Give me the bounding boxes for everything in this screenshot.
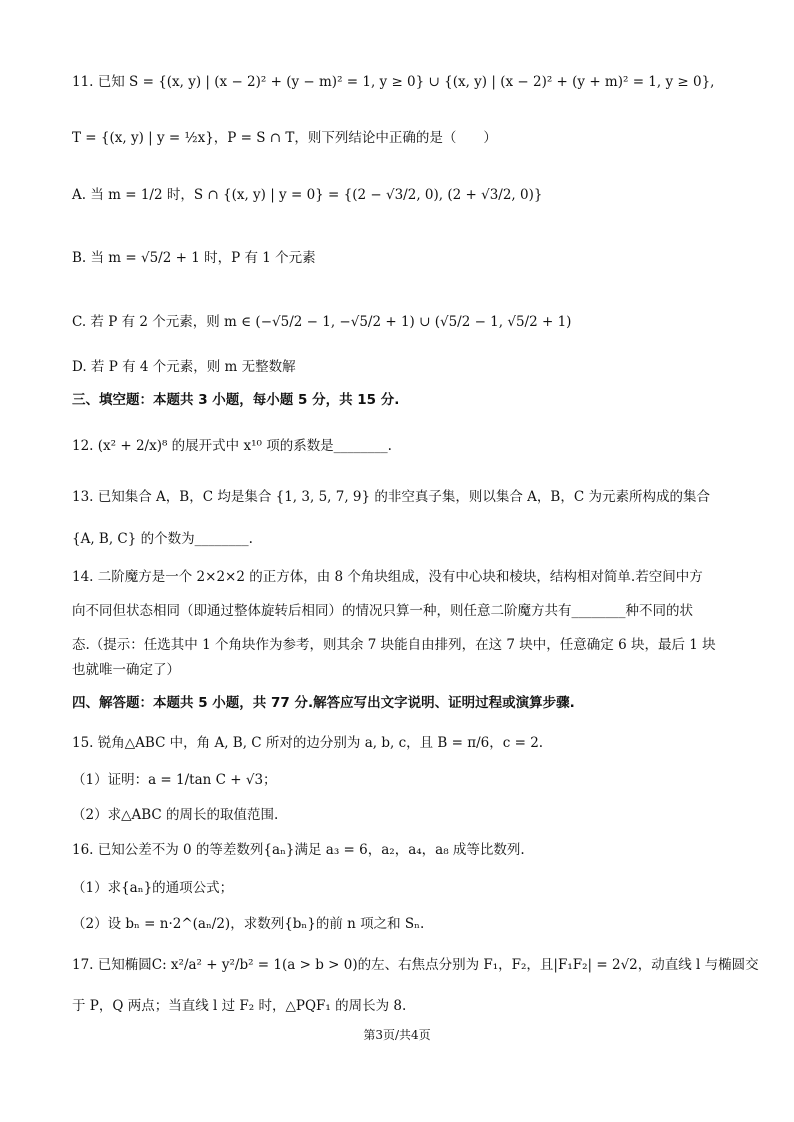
q11-line1: 11. 已知 S = {(x, y) | (x − 2)² + (y − m)² = 1, y ≥ 0} ∪ {(x, y) | (x − 2)² + (y + m)² = 1, y ≥ 0}, <box>72 74 715 90</box>
q11-option-a: A. 当 m = 1/2 时，S ∩ {(x, y) | y = 0} = {(2 − √3/2, 0), (2 + √3/2, 0)} <box>72 187 543 203</box>
q15-part2: （2）求△ABC 的周长的取值范围. <box>72 807 279 823</box>
q11-line2: T = {(x, y) | y = ½x}，P = S ∩ T，则下列结论中正确的是（ ） <box>72 130 497 146</box>
q11-option-b: B. 当 m = √5/2 + 1 时，P 有 1 个元素 <box>72 250 316 266</box>
q17-line2: 于 P，Q 两点；当直线 l 过 F₂ 时，△PQF₁ 的周长为 8. <box>72 998 407 1014</box>
q13-line1: 13. 已知集合 A，B，C 均是集合 {1, 3, 5, 7, 9} 的非空真子集，则以集合 A，B，C 为元素所构成的集合 <box>72 489 710 505</box>
q12-stem: 12. (x² + 2/x)⁸ 的展开式中 x¹⁰ 项的系数是________. <box>72 438 392 454</box>
section-4-heading: 四、解答题：本题共 5 小题，共 77 分.解答应写出文字说明、证明过程或演算步骤. <box>72 695 575 711</box>
q11-option-c: C. 若 P 有 2 个元素，则 m ∈ (−√5/2 − 1, −√5/2 + 1) ∪ (√5/2 − 1, √5/2 + 1) <box>72 314 572 330</box>
section-3-heading: 三、填空题：本题共 3 小题，每小题 5 分，共 15 分. <box>72 392 400 408</box>
page-footer: 第3页/共4页 <box>363 1028 431 1042</box>
q16-stem: 16. 已知公差不为 0 的等差数列{aₙ}满足 a₃ = 6，a₂，a₄，a₈ 成等比数列. <box>72 842 525 858</box>
q14-line1: 14. 二阶魔方是一个 2×2×2 的正方体，由 8 个角块组成，没有中心块和棱块，结构相对简单.若空间中方 <box>72 569 703 585</box>
q14-line4: 也就唯一确定了） <box>72 662 180 678</box>
q13-line2: {A, B, C} 的个数为________. <box>72 531 253 547</box>
q11-option-d: D. 若 P 有 4 个元素，则 m 无整数解 <box>72 359 296 375</box>
q14-line2: 向不同但状态相同（即通过整体旋转后相同）的情况只算一种，则任意二阶魔方共有________种不同的状 <box>72 603 693 619</box>
q16-part1: （1）求{aₙ}的通项公式； <box>72 880 234 896</box>
q15-part1: （1）证明：a = 1/tan C + √3； <box>72 772 277 788</box>
q14-line3: 态.（提示：任选其中 1 个角块作为参考，则其余 7 块能自由排列，在这 7 块中，任意确定 6 块，最后 1 块 <box>72 637 716 653</box>
q16-part2: （2）设 bₙ = n·2^(aₙ/2)，求数列{bₙ}的前 n 项之和 Sₙ. <box>72 916 425 932</box>
q15-stem: 15. 锐角△ABC 中，角 A, B, C 所对的边分别为 a, b, c，且 B = π/6，c = 2. <box>72 735 544 751</box>
q17-line1: 17. 已知椭圆C: x²/a² + y²/b² = 1(a > b > 0)的左、右焦点分别为 F₁，F₂，且|F₁F₂| = 2√2，动直线 l 与椭圆交 <box>72 957 759 973</box>
